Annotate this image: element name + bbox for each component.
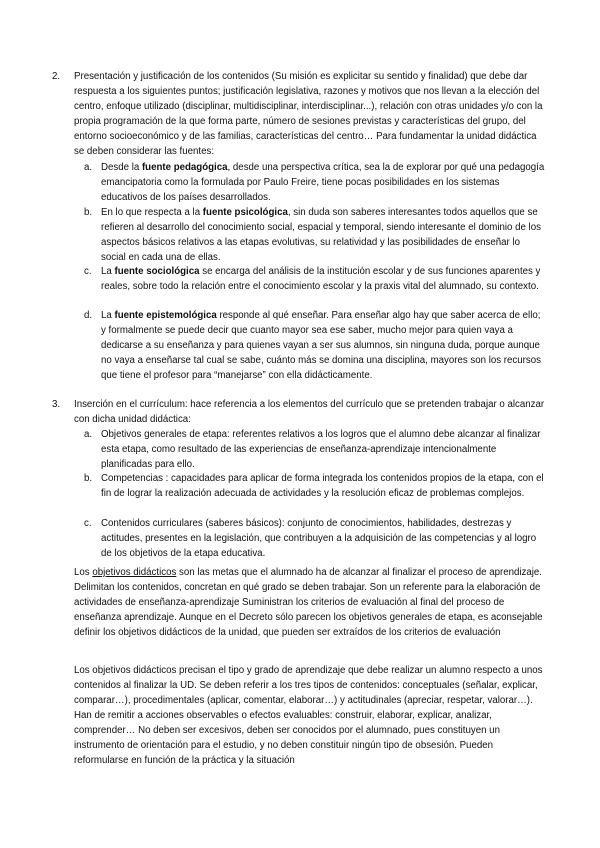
sublist-item-text: La fuente epistemológica responde al qué enseñar. Para enseñar algo hay que saber acerca de ello; y formalmente se puede decir que cuanto mayor sea ese saber, mucho mejor para quien vaya a dedicarse a su enseñanza y para quienes vayan a ser sus alumnos, sin ninguna duda, porque aunque no vaya a enseñarse tal cual se sabe, cuánto más se domina una disciplina, mayores son los recursos que tiene el profesor para “manejarse” con ella didácticamente. <box>101 310 541 381</box>
sublist-item-text: Objetivos generales de etapa: referentes relativos a los logros que el alumno debe alcanzar al finalizar esta etapa, como resultado de las experiencias de enseñanza-aprendizaje intencionalmente planificadas para ello. <box>101 429 541 470</box>
list-item-text: Presentación y justificación de los contenidos (Su misión es explicitar su sentido y finalidad) que debe dar respuesta a los siguientes puntos; justificación legislativa, razones y motivos que nos llevan a la elección del centro, enfoque utilizado (disciplinar, multidisciplinar, interdisciplinar...), relación con otras unidades y/o con la propia programación de la que forma parte, número de sesiones previstas y características del grupo, del entorno socioeconómico y de las familias, características del centro… Para fundamentar la unidad didáctica se deben considerar las fuentes: <box>74 71 543 157</box>
sublist-item-text: Contenidos curriculares (saberes básicos): conjunto de conocimientos, habilidades, destrezas y actitudes, presentes en la legislación, que contribuyen a la adquisición de las competencias y al logro de los objetivos de la etapa educativa. <box>101 518 537 559</box>
sublist-letter: c. <box>84 518 92 529</box>
paragraph-precisan: Los objetivos didácticos precisan el tipo y grado de aprendizaje que debe realizar un alumno respecto a unos contenidos al finalizar la UD. Se deben referir a los tres tipos de contenidos: conceptuales (señalar, explicar, comparar…), procedimentales (aplicar, comentar, elaborar…) y actitudinales (apreciar, respetar, valorar…). Han de remitir a acciones observables o efectos evaluables: construir, elaborar, explicar, analizar, comprender… No deben ser excesivos, deben ser conocidos por el alumnado, pues constituyen un instrumento de orientación para el estudio, y no deben constituir ningún tipo de obsesión. Pueden reformularse en función de la práctica y la situación <box>74 665 543 766</box>
paragraph-objetivos: Los objetivos didácticos son las metas que el alumnado ha de alcanzar al finalizar el proceso de aprendizaje. Delimitan los contenidos, concretan en qué grado se deben trabajar. Son un referente para la elaboración de actividades de enseñanza-aprendizaje Suministran los criterios de evaluación al final del proceso de enseñanza aprendizaje. Aunque en el Decreto sólo parecen los objetivos generales de etapa, es aconsejable definir los objetivos didácticos de la unidad, que pueden ser extraídos de los criterios de evaluación <box>74 567 543 638</box>
sublist-letter: a. <box>84 162 93 173</box>
sublist-letter: b. <box>84 473 93 484</box>
underlined-term: objetivos didácticos <box>92 567 177 578</box>
sublist-item-text: La fuente sociológica se encarga del análisis de la institución escolar y de sus funciones aparentes y reales, sobre todo la relación entre el conocimiento escolar y la praxis vital del alumnado, su contexto. <box>101 266 541 292</box>
bold-term: fuente pedagógica <box>141 162 228 173</box>
bold-term: fuente psicológica <box>202 207 288 218</box>
sublist-item-text: En lo que respecta a la fuente psicológica, sin duda son saberes interesantes todos aquellos que se refieren al desarrollo del conocimiento social, espacial y temporal, siendo interesante el dominio de los aspectos básicos relativos a las etapas evolutivas, su relatividad y las posibilidades de enseñar lo social en cada una de ellas. <box>101 207 541 263</box>
sublist-item-text: Competencias : capacidades para aplicar de forma integrada los contenidos propios de la etapa, con el fin de lograr la realización adecuada de actividades y la resolución eficaz de problemas complejos. <box>101 473 544 499</box>
list-number: 3. <box>52 399 61 410</box>
sublist-item-text: Desde la fuente pedagógica, desde una perspectiva crítica, sea la de explorar por qué una pedagogía emancipatoria como la formulada por Paulo Freire, tiene pocas posibilidades en los sistemas educativos de los países desarrollados. <box>101 162 545 203</box>
list-number: 2. <box>52 71 61 82</box>
sublist-letter: c. <box>84 266 92 277</box>
sublist-letter: a. <box>84 429 93 440</box>
sublist-letter: b. <box>84 207 93 218</box>
bold-term: fuente sociológica <box>114 266 200 277</box>
sublist-letter: d. <box>84 310 93 321</box>
bold-term: fuente epistemológica <box>114 310 217 321</box>
list-item-text: Inserción en el currículum: hace referencia a los elementos del currículo que se pretenden trabajar o alcanzar con dicha unidad didáctica: <box>74 399 545 425</box>
